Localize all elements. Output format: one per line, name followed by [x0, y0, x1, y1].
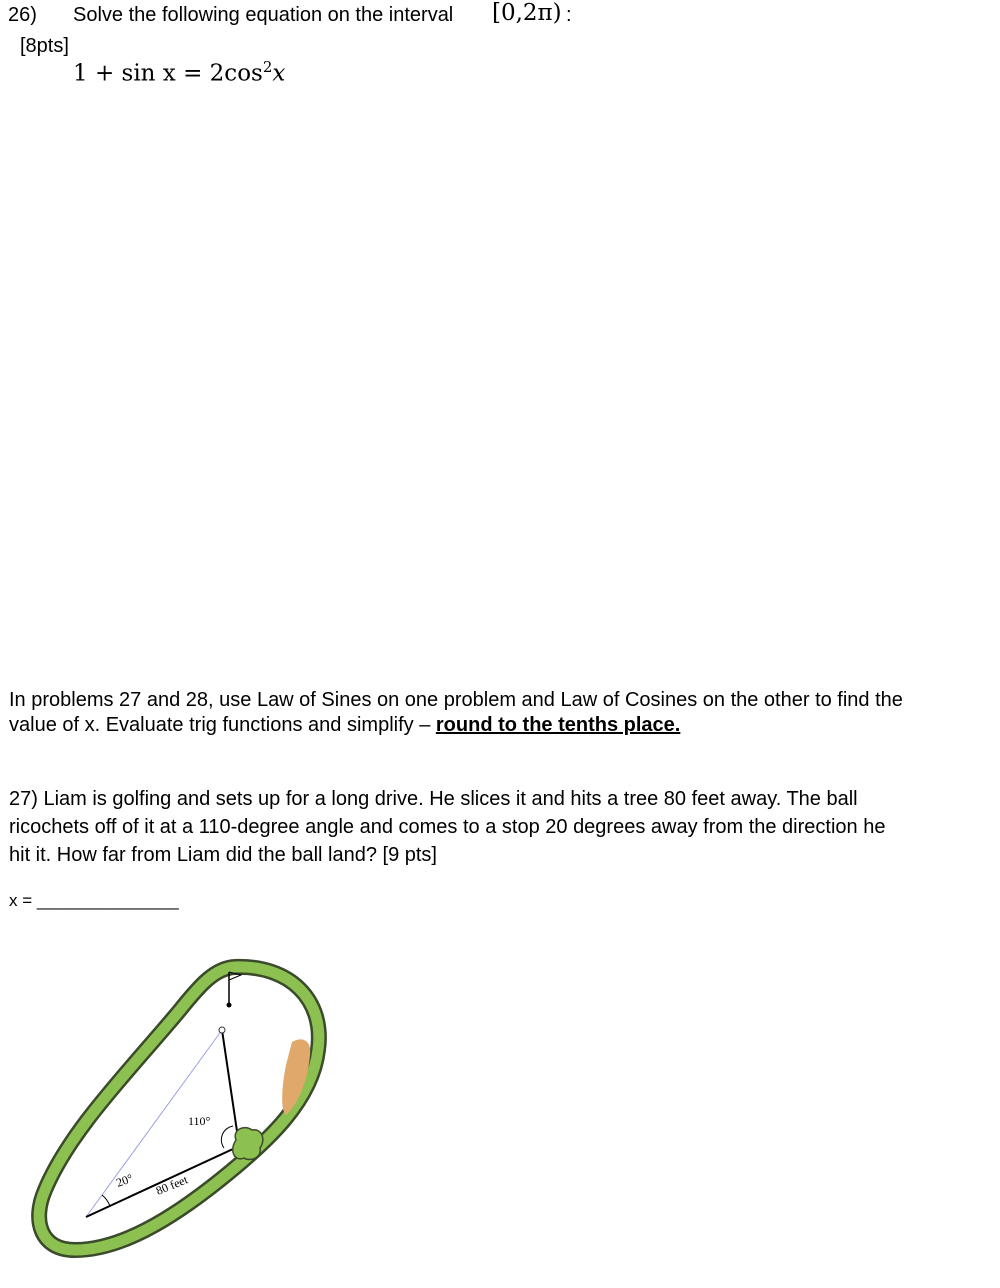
- ricochet-line: [222, 1030, 238, 1138]
- answer-label: x =: [9, 891, 37, 910]
- instructions-emphasis: round to the tenths place.: [435, 714, 681, 736]
- answer-blank[interactable]: _______________: [36, 891, 179, 910]
- equation-lhs: 1 + sin x = 2cos: [73, 60, 263, 87]
- angle-arc-tree: [221, 1126, 233, 1148]
- question-27-line-3: hit it. How far from Liam did the ball land? [9 pts]: [9, 844, 437, 866]
- question-26-prompt: Solve the following equation on the interval: [73, 4, 454, 26]
- angle-tee-label: 20°: [114, 1170, 135, 1190]
- instructions-text: value of x. Evaluate trig functions and simplify –: [9, 714, 436, 736]
- angle-arc-tee: [102, 1195, 110, 1206]
- equation-variable: x: [272, 60, 286, 87]
- question-26-interval: [0,2π): [492, 0, 562, 26]
- question-26-number: 26): [8, 4, 37, 26]
- course-grass: [39, 967, 319, 1250]
- question-26-points: [8pts]: [20, 35, 69, 57]
- angle-tree-label: 110°: [188, 1114, 211, 1128]
- question-27-line-1: 27) Liam is golfing and sets up for a long drive. He slices it and hits a tree 80 feet away. The ball: [9, 788, 858, 810]
- question-27-line-2: ricochets off of it at a 110-degree angle and comes to a stop 20 degrees away from the direction he: [9, 816, 886, 838]
- instructions-line-1: In problems 27 and 28, use Law of Sines on one problem and Law of Cosines on the other to find the: [9, 689, 903, 711]
- ball-landing-icon: [219, 1027, 225, 1033]
- hole-icon: [227, 1003, 232, 1008]
- distance-label: 80 feet: [153, 1172, 190, 1198]
- question-26-colon: :: [566, 4, 572, 26]
- equation-exponent: 2: [262, 58, 273, 76]
- tree-icon: [233, 1128, 263, 1160]
